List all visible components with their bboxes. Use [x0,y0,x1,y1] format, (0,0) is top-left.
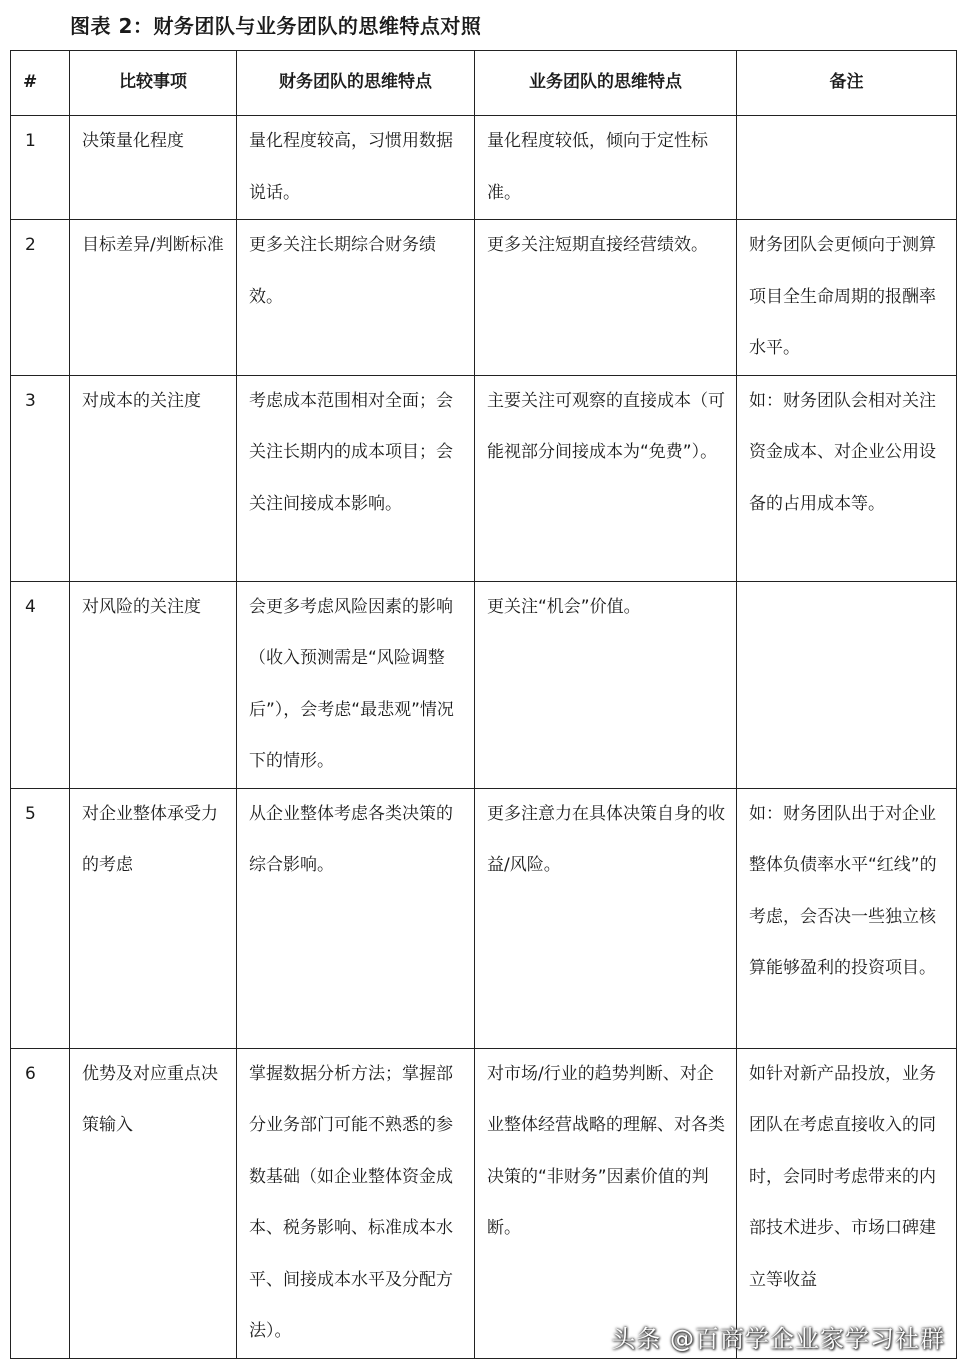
row-note [737,581,957,788]
comparison-table [10,50,957,1359]
row-note: 如：财务团队出于对企业整体负债率水平“红线”的考虑，会否决一些独立核算能够盈利的投资项目。 [737,788,957,1048]
row-number: 5 [11,788,70,1048]
header-business: 业务团队的思维特点 [475,51,737,116]
table-row [11,375,957,581]
row-business: 主要关注可观察的直接成本（可能视部分间接成本为“免费”）。 [475,375,737,581]
row-finance: 考虑成本范围相对全面；会关注长期内的成本项目；会关注间接成本影响。 [237,375,475,581]
table-row [11,220,957,376]
row-number: 2 [11,220,70,376]
row-business: 量化程度较低，倾向于定性标准。 [475,116,737,220]
watermark: 头条 @百商学企业家学习社群 [611,1325,945,1353]
row-finance: 从企业整体考虑各类决策的综合影响。 [237,788,475,1048]
header-finance: 财务团队的思维特点 [237,51,475,116]
row-note: 如针对新产品投放，业务团队在考虑直接收入的同时，会同时考虑带来的内部技术进步、市场口碑建立等收益 [737,1048,957,1358]
table-row [11,581,957,788]
table-row [11,116,957,220]
row-business: 更关注“机会”价值。 [475,581,737,788]
table-row [11,1048,957,1358]
table-header-row [11,51,957,116]
row-finance: 掌握数据分析方法；掌握部分业务部门可能不熟悉的参数基础（如企业整体资金成本、税务影响、标准成本水平、间接成本水平及分配方法）。 [237,1048,475,1358]
header-number: # [11,51,70,116]
row-number: 3 [11,375,70,581]
row-note [737,116,957,220]
row-item: 对企业整体承受力的考虑 [70,788,237,1048]
row-number: 6 [11,1048,70,1358]
row-business: 更多关注短期直接经营绩效。 [475,220,737,376]
row-business: 更多注意力在具体决策自身的收益/风险。 [475,788,737,1048]
row-item: 决策量化程度 [70,116,237,220]
row-finance: 更多关注长期综合财务绩效。 [237,220,475,376]
header-item: 比较事项 [70,51,237,116]
row-item: 目标差异/判断标准 [70,220,237,376]
table-row [11,788,957,1048]
row-number: 4 [11,581,70,788]
row-business: 对市场/行业的趋势判断、对企业整体经营战略的理解、对各类决策的“非财务”因素价值的判断。 [475,1048,737,1358]
row-finance: 会更多考虑风险因素的影响（收入预测需是“风险调整后”），会考虑“最悲观”情况下的情形。 [237,581,475,788]
row-item: 优势及对应重点决策输入 [70,1048,237,1358]
row-note: 财务团队会更倾向于测算项目全生命周期的报酬率水平。 [737,220,957,376]
row-note: 如：财务团队会相对关注资金成本、对企业公用设备的占用成本等。 [737,375,957,581]
row-number: 1 [11,116,70,220]
row-item: 对成本的关注度 [70,375,237,581]
figure-title: 图表 2：财务团队与业务团队的思维特点对照 [70,14,482,38]
row-finance: 量化程度较高，习惯用数据说话。 [237,116,475,220]
header-note: 备注 [737,51,957,116]
row-item: 对风险的关注度 [70,581,237,788]
